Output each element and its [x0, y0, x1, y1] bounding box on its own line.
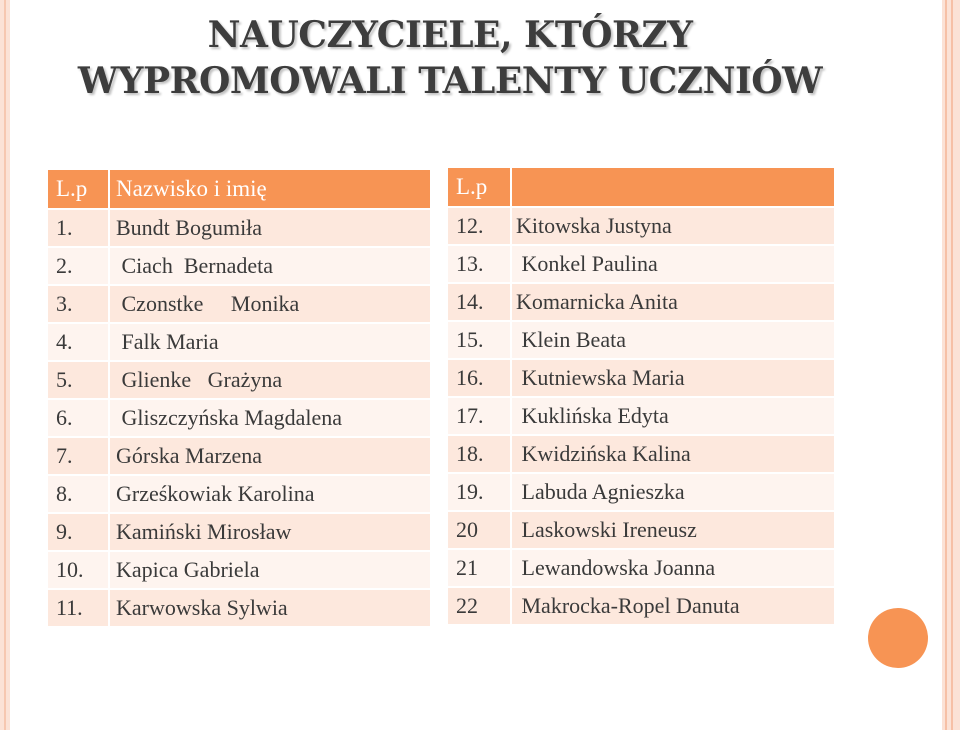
table-row: [448, 398, 836, 436]
teacher-name: Kapica Gabriela: [110, 552, 432, 590]
table-row: [448, 474, 836, 512]
row-number: 18.: [448, 436, 512, 474]
teacher-name: Górska Marzena: [110, 438, 432, 476]
table-row: [48, 324, 432, 362]
table-row: [48, 362, 432, 400]
table-row: [448, 284, 836, 322]
row-number: 14.: [448, 284, 512, 322]
row-number: 13.: [448, 246, 512, 284]
row-number: 2.: [48, 248, 110, 286]
table-row: [448, 436, 836, 474]
row-number: 10.: [48, 552, 110, 590]
teacher-name: Kitowska Justyna: [512, 208, 836, 246]
header-number: L.p: [48, 170, 110, 210]
row-number: 9.: [48, 514, 110, 552]
teacher-name: Karwowska Sylwia: [110, 590, 432, 628]
row-number: 21: [448, 550, 512, 588]
right-decor-line: [945, 0, 947, 730]
teacher-name: Konkel Paulina: [512, 246, 836, 284]
row-number: 7.: [48, 438, 110, 476]
teacher-name: Bundt Bogumiła: [110, 210, 432, 248]
teacher-name: Komarnicka Anita: [512, 284, 836, 322]
row-number: 15.: [448, 322, 512, 360]
teacher-name: Lewandowska Joanna: [512, 550, 836, 588]
teacher-name: Labuda Agnieszka: [512, 474, 836, 512]
row-number: 20: [448, 512, 512, 550]
row-number: 5.: [48, 362, 110, 400]
table-row: [448, 360, 836, 398]
teacher-name: Czonstke Monika: [110, 286, 432, 324]
page-title: [0, 12, 900, 104]
row-number: 11.: [48, 590, 110, 628]
header-name: [512, 168, 836, 208]
right-decor-line: [951, 0, 953, 730]
table-row: [48, 590, 432, 628]
table-row: [48, 400, 432, 438]
row-number: 1.: [48, 210, 110, 248]
row-number: 3.: [48, 286, 110, 324]
row-number: 8.: [48, 476, 110, 514]
teacher-name: Makrocka-Ropel Danuta: [512, 588, 836, 626]
table-row: [448, 512, 836, 550]
table-row: [48, 552, 432, 590]
teacher-name: Kamiński Mirosław: [110, 514, 432, 552]
row-number: 16.: [448, 360, 512, 398]
teacher-name: Laskowski Ireneusz: [512, 512, 836, 550]
table-header-row: [48, 170, 432, 210]
table-row: [48, 438, 432, 476]
left-decor-line: [4, 0, 6, 730]
row-number: 22: [448, 588, 512, 626]
table-row: [48, 248, 432, 286]
teacher-name: Kwidzińska Kalina: [512, 436, 836, 474]
teacher-name: Glienke Grażyna: [110, 362, 432, 400]
table-row: [48, 476, 432, 514]
teacher-name: Gliszczyńska Magdalena: [110, 400, 432, 438]
table-row: [448, 588, 836, 626]
decorative-circle: [868, 608, 928, 668]
teacher-name: Falk Maria: [110, 324, 432, 362]
left-teacher-table: [48, 170, 432, 628]
table-row: [48, 210, 432, 248]
right-teacher-table: [448, 168, 836, 626]
row-number: 4.: [48, 324, 110, 362]
row-number: 17.: [448, 398, 512, 436]
header-number: L.p: [448, 168, 512, 208]
row-number: 12.: [448, 208, 512, 246]
row-number: 6.: [48, 400, 110, 438]
row-number: 19.: [448, 474, 512, 512]
title-line-1: NAUCZYCIELE, KTÓRZY: [207, 14, 693, 56]
teacher-name: Grześkowiak Karolina: [110, 476, 432, 514]
table-row: [48, 286, 432, 324]
table-row: [448, 322, 836, 360]
header-name: Nazwisko i imię: [110, 170, 432, 210]
table-row: [448, 550, 836, 588]
table-header-row: [448, 168, 836, 208]
table-row: [448, 208, 836, 246]
teacher-name: Kutniewska Maria: [512, 360, 836, 398]
title-line-2: WYPROMOWALI TALENTY UCZNIÓW: [77, 60, 823, 102]
teacher-name: Kuklińska Edyta: [512, 398, 836, 436]
table-row: [448, 246, 836, 284]
table-row: [48, 514, 432, 552]
teacher-name: Klein Beata: [512, 322, 836, 360]
teacher-name: Ciach Bernadeta: [110, 248, 432, 286]
